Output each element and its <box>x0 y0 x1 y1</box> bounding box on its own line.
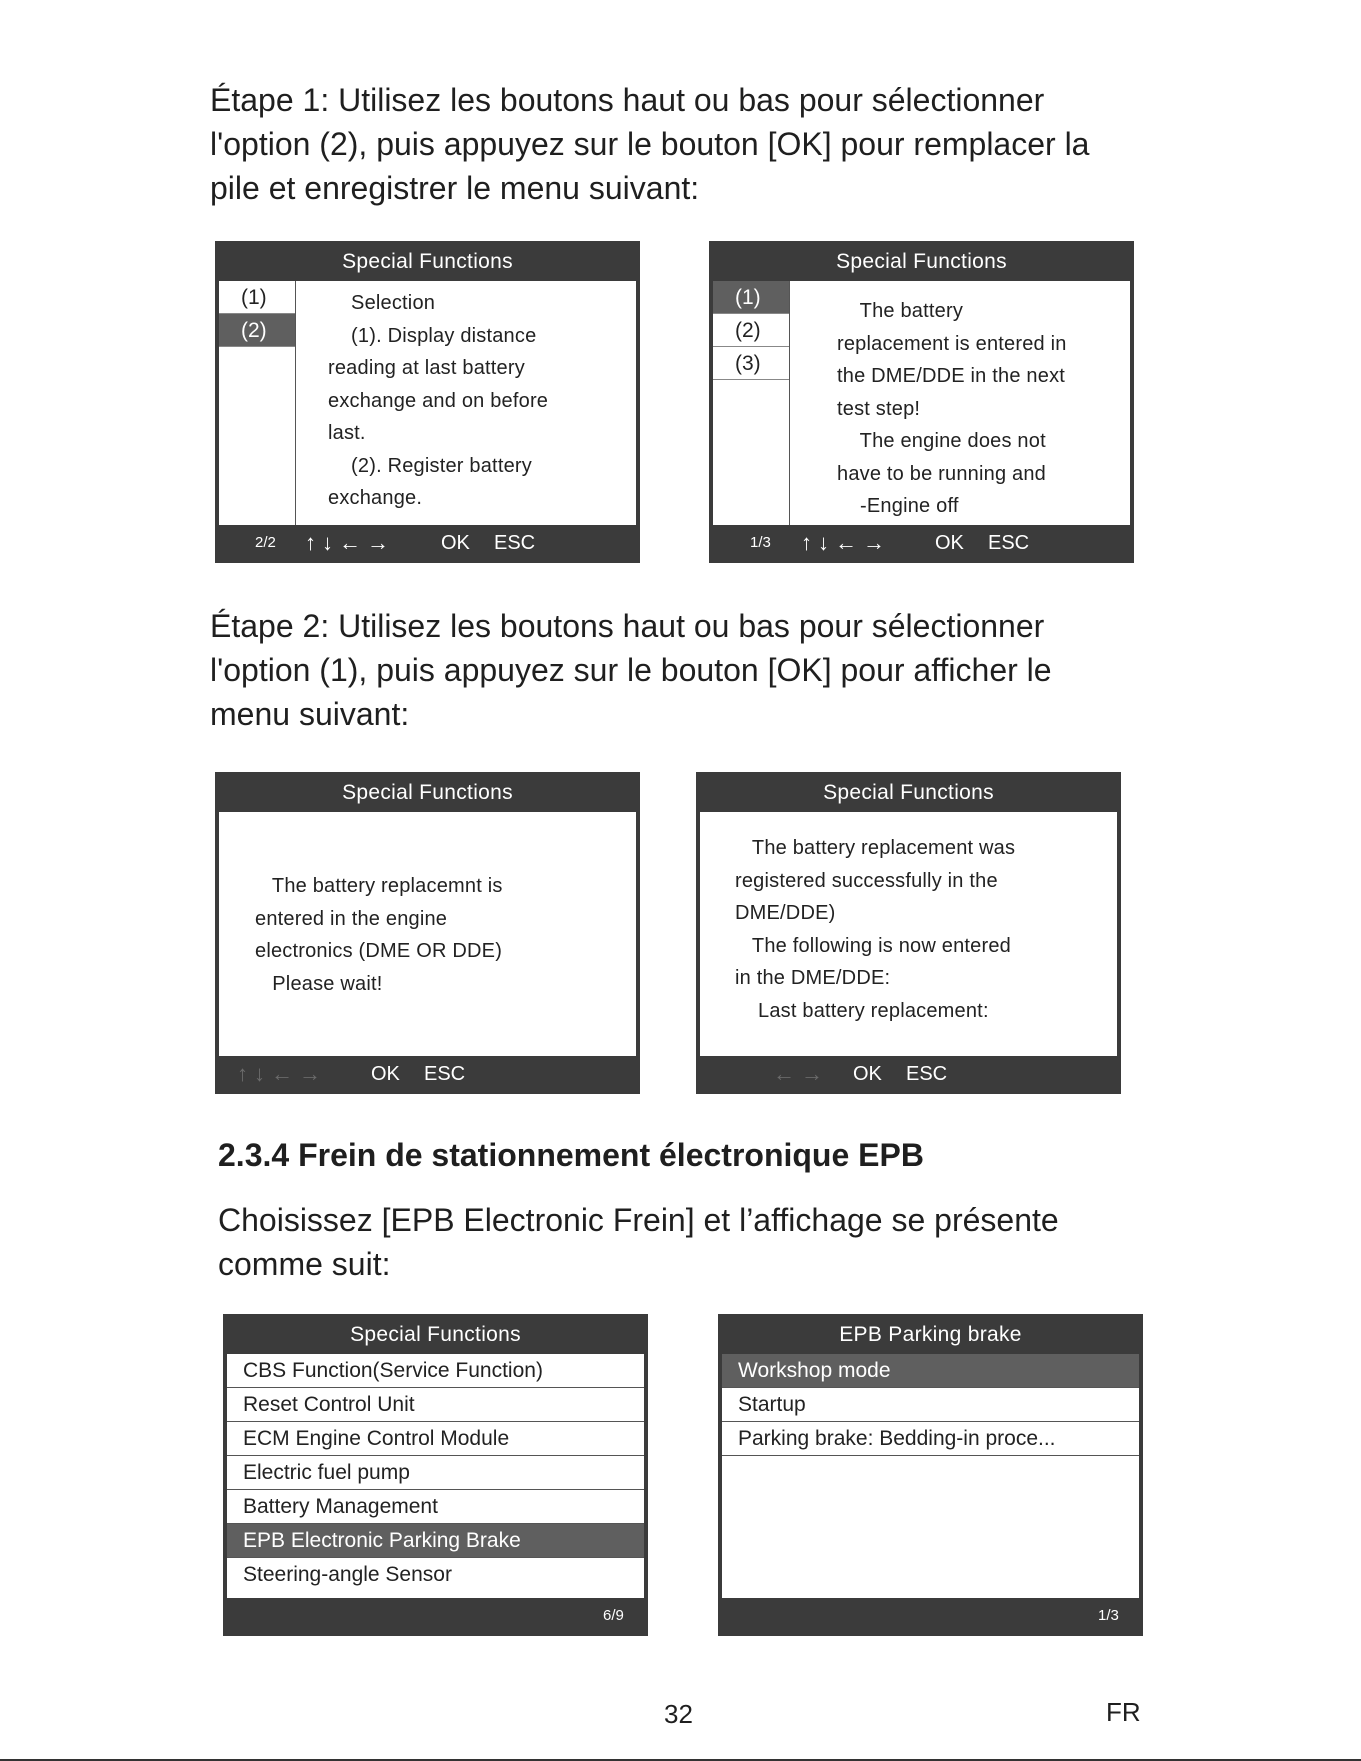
list-item[interactable]: Steering-angle Sensor <box>243 1563 452 1586</box>
screen-message: The battery replacemnt is entered in the engine electronics (DME OR DDE) Please wait! <box>255 875 503 995</box>
screen-title: EPB Parking brake <box>839 1323 1022 1346</box>
page-number: 32 <box>664 1699 693 1729</box>
page-indicator: 1/3 <box>1098 1607 1119 1624</box>
step2-line: menu suivant: <box>210 696 410 732</box>
arrow-keys-icon[interactable]: ↑↓←→ <box>305 530 395 555</box>
page-indicator: 6/9 <box>603 1607 624 1624</box>
screen-title: Special Functions <box>823 781 994 804</box>
screen-message: The battery replacement is entered in the DME/DDE in the next test step! The engine does not have to be running and -Engine off <box>837 300 1067 517</box>
ok-button[interactable]: OK <box>853 1063 882 1085</box>
list-item[interactable]: Parking brake: Bedding-in proce... <box>722 1422 1139 1456</box>
screen-footer <box>720 1598 1141 1634</box>
arrow-keys-icon[interactable]: ↑↓←→ <box>237 1061 327 1086</box>
step1-line: l'option (2), puis appuyez sur le bouton [OK] pour remplacer la <box>210 126 1090 162</box>
screen-message: The battery replacement was registered successfully in the DME/DDE) The following is now entered in the DME/DDE: Last battery replacement: <box>735 837 1016 1022</box>
screen-body <box>219 812 636 1056</box>
option-index-column <box>219 281 296 525</box>
screen-battery-info <box>709 241 1134 563</box>
arrow-keys-icon[interactable]: ←→ <box>773 1061 829 1086</box>
screen-special-functions-list <box>223 1314 648 1636</box>
step2-paragraph <box>210 604 1052 736</box>
function-list <box>227 1354 644 1598</box>
esc-button[interactable]: ESC <box>494 532 536 554</box>
list-item[interactable]: Electric fuel pump <box>227 1456 644 1490</box>
screen-body <box>219 281 636 525</box>
screen-footer <box>217 525 638 561</box>
screen-footer <box>698 1056 1119 1092</box>
section-line: Choisissez [EPB Electronic Frein] et l’affichage se présente <box>218 1202 1059 1238</box>
esc-button[interactable]: ESC <box>988 532 1030 554</box>
list-item[interactable]: CBS Function(Service Function) <box>227 1354 644 1388</box>
ok-button[interactable]: OK <box>371 1063 400 1085</box>
list-item[interactable]: ECM Engine Control Module <box>227 1422 644 1456</box>
screen-title: Special Functions <box>350 1323 521 1346</box>
esc-button[interactable]: ESC <box>424 1063 466 1085</box>
function-list <box>722 1354 1139 1598</box>
list-item[interactable]: Startup <box>722 1388 1139 1422</box>
screen-footer <box>711 525 1132 561</box>
ok-button[interactable]: OK <box>441 532 470 554</box>
screen-selection <box>215 241 640 563</box>
section-paragraph <box>218 1198 1059 1286</box>
option-index-2[interactable]: (2) <box>713 314 789 347</box>
list-item-selected[interactable]: Workshop mode <box>722 1354 1139 1388</box>
screen-body <box>700 812 1117 1056</box>
option-index-1[interactable]: (1) <box>219 281 295 314</box>
screen-body <box>713 281 1130 525</box>
list-item-selected[interactable]: EPB Electronic Parking Brake <box>227 1524 644 1558</box>
step1-line: pile et enregistrer le menu suivant: <box>210 170 700 206</box>
option-index-column <box>713 281 790 525</box>
option-index-3[interactable]: (3) <box>713 347 789 380</box>
screen-please-wait <box>215 772 640 1094</box>
step2-line: l'option (1), puis appuyez sur le bouton [OK] pour afficher le <box>210 652 1052 688</box>
screen-title: Special Functions <box>836 250 1007 273</box>
page-indicator: 1/3 <box>750 534 771 551</box>
screen-message: Selection (1). Display distance reading at last battery exchange and on before last. (2). Register battery exchange. <box>328 292 549 509</box>
list-item[interactable]: Reset Control Unit <box>227 1388 644 1422</box>
esc-button[interactable]: ESC <box>906 1063 948 1085</box>
page-indicator: 2/2 <box>255 534 276 551</box>
section-line: comme suit: <box>218 1246 391 1282</box>
screen-title: Special Functions <box>342 250 513 273</box>
screen-footer <box>217 1056 638 1092</box>
arrow-keys-icon[interactable]: ↑↓←→ <box>801 530 891 555</box>
screen-epb-parking-brake <box>718 1314 1143 1636</box>
screen-title: Special Functions <box>342 781 513 804</box>
screen-registered <box>696 772 1121 1094</box>
step1-line: Étape 1: Utilisez les boutons haut ou bas pour sélectionner <box>210 82 1045 118</box>
step1-paragraph <box>210 78 1089 210</box>
screen-footer <box>225 1598 646 1634</box>
option-index-2[interactable]: (2) <box>219 314 295 347</box>
list-item[interactable]: Battery Management <box>227 1490 644 1524</box>
option-index-1[interactable]: (1) <box>713 281 789 314</box>
step2-line: Étape 2: Utilisez les boutons haut ou bas pour sélectionner <box>210 608 1045 644</box>
section-heading: 2.3.4 Frein de stationnement électronique EPB <box>218 1137 924 1173</box>
ok-button[interactable]: OK <box>935 532 964 554</box>
language-label: FR <box>1106 1697 1141 1727</box>
